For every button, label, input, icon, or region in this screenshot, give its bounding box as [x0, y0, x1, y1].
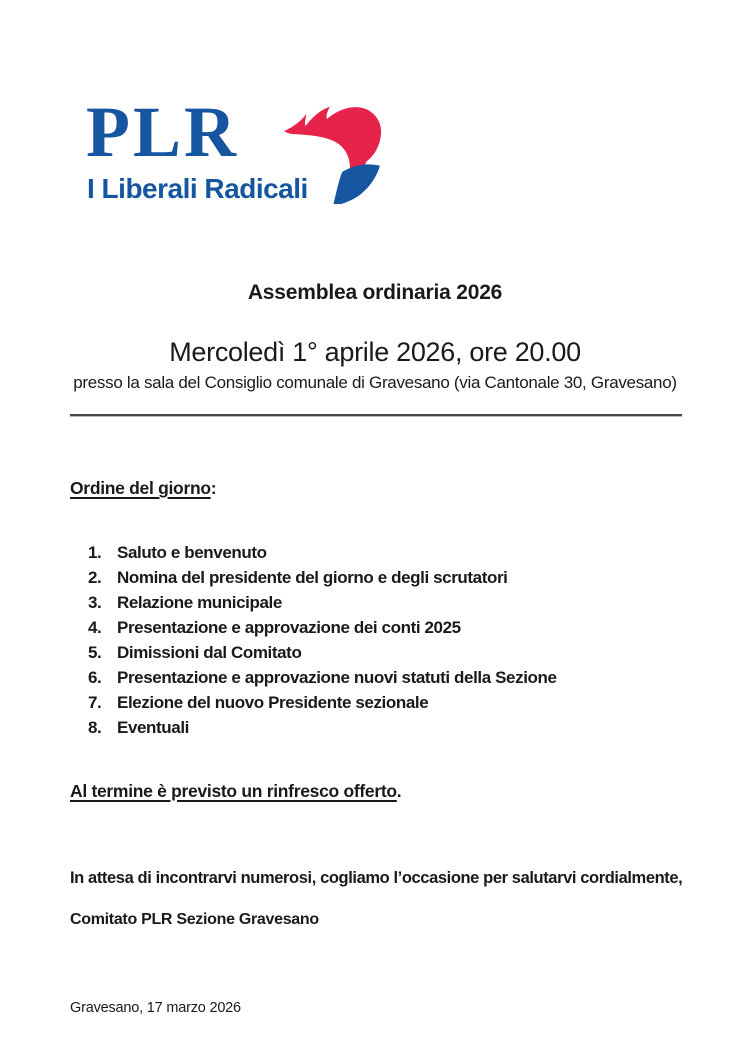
plr-tagline: I Liberali Radicali — [87, 173, 308, 204]
closing-line: In attesa di incontrarvi numerosi, cogliamo l’occasione per salutarvi cordialmente, — [70, 869, 683, 887]
agenda-item — [88, 568, 557, 593]
assembly-title: Assemblea ordinaria 2026 — [247, 281, 503, 304]
agenda-item-number: 6. — [88, 668, 102, 687]
agenda-item-number: 3. — [88, 593, 102, 612]
agenda-list — [88, 543, 557, 743]
refreshment-note-text: Al termine è previsto un rinfresco offerto — [70, 781, 397, 801]
agenda-item-number: 5. — [88, 643, 102, 662]
agenda-item — [88, 668, 557, 693]
meeting-datetime: Mercoledì 1° aprile 2026, ore 20.00 — [169, 337, 581, 367]
dateline: Gravesano, 17 marzo 2026 — [70, 1000, 241, 1016]
agenda-item-number: 8. — [88, 718, 102, 737]
agenda-item-number: 7. — [88, 693, 102, 712]
plr-wordmark: PLR — [86, 92, 239, 172]
agenda-item-text: Dimissioni dal Comitato — [117, 643, 302, 662]
meeting-location: presso la sala del Consiglio comunale di Gravesano (via Cantonale 30, Gravesano) — [73, 373, 677, 392]
signature-line: Comitato PLR Sezione Gravesano — [70, 911, 319, 928]
agenda-item-text: Presentazione e approvazione dei conti 2025 — [117, 618, 461, 637]
agenda-item-text: Presentazione e approvazione nuovi statuti della Sezione — [117, 668, 557, 687]
agenda-item — [88, 718, 557, 743]
agenda-item-text: Eventuali — [117, 718, 189, 737]
agenda-item-text: Saluto e benvenuto — [117, 543, 267, 562]
agenda-item — [88, 643, 557, 668]
refreshment-note — [70, 781, 401, 802]
agenda-item — [88, 618, 557, 643]
agenda-item — [88, 693, 557, 718]
agenda-item-text: Elezione del nuovo Presidente sezionale — [117, 693, 429, 712]
horizontal-rule — [70, 414, 682, 416]
agenda-item-text: Relazione municipale — [117, 593, 282, 612]
agenda-item — [88, 543, 557, 568]
agenda-item-number: 2. — [88, 568, 102, 587]
agenda-heading-text: Ordine del giorno — [70, 478, 211, 498]
agenda-item-number: 1. — [88, 543, 102, 562]
agenda-item-text: Nomina del presidente del giorno e degli scrutatori — [117, 568, 508, 587]
agenda-heading-colon: : — [210, 478, 217, 498]
agenda-heading — [70, 478, 216, 499]
agenda-item-number: 4. — [88, 618, 102, 637]
refreshment-note-period: . — [396, 781, 402, 801]
agenda-item — [88, 593, 557, 618]
